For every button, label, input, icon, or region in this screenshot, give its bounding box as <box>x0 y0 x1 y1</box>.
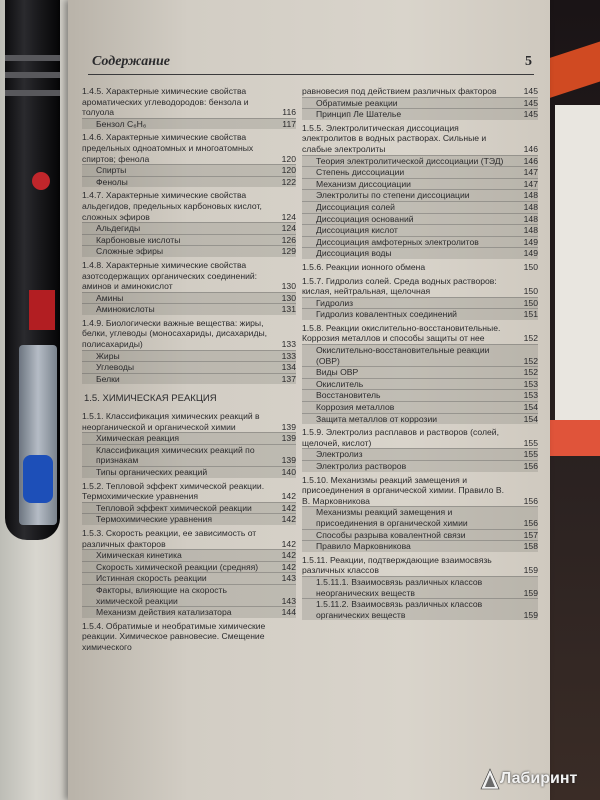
toc-subentry-title: Правило Марковникова <box>316 541 411 552</box>
toc-entry <box>82 260 296 315</box>
page-title: Содержание <box>92 54 170 69</box>
toc-sub-row <box>302 224 538 236</box>
toc-entry-title: 1.4.7. Характерные химические свойства альдегидов, предельных карбоновых кислот, сложных эфиров <box>82 190 262 222</box>
toc-page-number: 139 <box>281 433 296 444</box>
toc-subentry-title: Диссоциация солей <box>316 201 395 212</box>
toc-sub-row <box>302 344 538 366</box>
toc-page-number: 153 <box>523 390 538 401</box>
toc-page-number: 146 <box>523 143 538 154</box>
toc-entry-title: 1.5.8. Реакции окислительно-восстановительные. Коррозия металлов и способы защиты от нее <box>302 322 501 344</box>
toc-main-row <box>82 260 296 292</box>
toc-entry-title: 1.5.9. Электролиз расплавов и растворов (солей, щелочей, кислот) <box>302 427 499 448</box>
toc-subentry-title: Типы органических реакций <box>96 467 208 477</box>
toc-entry-title: 1.5.4. Обратимые и необратимые химические реакции. Химическое равновесие. Смещение химического <box>82 620 266 652</box>
pen-ring <box>5 55 60 61</box>
toc-subentry-title: Принцип Ле Шателье <box>316 109 402 120</box>
toc-sub-row <box>82 502 296 514</box>
toc-sub-row <box>302 189 538 201</box>
toc-subentry-title: Окислитель <box>316 378 364 389</box>
toc-sub-row <box>82 234 296 246</box>
toc-subentry-title: Защита металлов от коррозии <box>316 413 438 424</box>
toc-main-row <box>302 427 538 448</box>
toc-subentry-title: Бензол C₆H₆ <box>96 118 147 129</box>
toc-sub-row <box>302 366 538 378</box>
toc-subentry-title: 1.5.11.1. Взаимосвязь различных классов неорганических веществ <box>316 576 483 598</box>
toc-sub-row <box>302 506 538 528</box>
toc-page-number: 124 <box>281 211 296 222</box>
toc-entry-list <box>82 411 296 652</box>
toc-sub-row <box>82 164 296 176</box>
toc-sub-row <box>302 178 538 190</box>
toc-entry <box>82 132 296 187</box>
pen <box>5 0 60 540</box>
toc-sub-row <box>302 236 538 248</box>
toc-subentry-title: Жиры <box>96 350 120 361</box>
toc-page-number: 137 <box>281 373 296 384</box>
toc-subentry-title: Углеводы <box>96 362 135 373</box>
toc-subentry-title: Способы разрыва ковалентной связи <box>316 529 466 540</box>
toc-entry <box>302 555 538 621</box>
toc-entry <box>82 528 296 618</box>
toc-sub-row <box>302 576 538 598</box>
toc-main-row <box>302 276 538 297</box>
toc-sub-row <box>82 118 296 130</box>
toc-entry-title: 1.5.11. Реакции, подтверждающие взаимосвязь различных классов <box>302 554 492 576</box>
toc-subentry-title: Механизм диссоциации <box>316 178 411 189</box>
toc-sub-row <box>82 466 296 478</box>
toc-entry <box>302 262 538 273</box>
toc-page-number: 139 <box>281 455 296 466</box>
toc-entry <box>302 475 538 552</box>
pen-ring <box>5 72 60 78</box>
toc-subentry-title: Химическая кинетика <box>96 550 182 561</box>
toc-entry-title: 1.5.2. Тепловой эффект химической реакции. Термохимические уравнения <box>82 480 265 502</box>
toc-entry <box>82 481 296 525</box>
toc-entry-title: 1.5.5. Электролитическая диссоциация электролитов в водных растворах. Сильные и слабые электролиты <box>302 122 487 154</box>
toc-subentry-title: Гидролиз <box>316 297 354 308</box>
watermark-text: Лабиринт <box>500 770 578 787</box>
toc-entry-title: 1.5.7. Гидролиз солей. Среда водных растворов: кислая, нейтральная, щелочная <box>302 275 497 297</box>
section-title: 1.5. ХИМИЧЕСКАЯ РЕАКЦИЯ <box>84 393 217 405</box>
toc-sub-row <box>302 378 538 390</box>
toc-page-number: 152 <box>523 333 538 344</box>
toc-entry <box>82 190 296 257</box>
toc-right-column <box>302 86 538 623</box>
toc-page-number: 159 <box>523 609 538 620</box>
toc-sub-row <box>302 297 538 309</box>
toc-page-number: 150 <box>523 261 538 272</box>
toc-main-row <box>302 323 538 344</box>
toc-page-number: 148 <box>523 201 538 212</box>
toc-subentry-title: Механизм действия катализатора <box>96 607 232 618</box>
page-number: 5 <box>525 54 532 69</box>
toc-entry-title: 1.5.3. Скорость реакции, ее зависимость от различных факторов <box>82 527 257 549</box>
toc-subentry-title: Альдегиды <box>96 223 141 234</box>
toc-page-number: 148 <box>523 190 538 201</box>
toc-subentry-title: Тепловой эффект химической реакции <box>96 502 252 513</box>
toc-page-number: 148 <box>523 225 538 236</box>
toc-page-number: 158 <box>523 541 538 552</box>
toc-sub-row <box>302 308 538 320</box>
toc-subentry-title: Аминокислоты <box>96 304 155 315</box>
toc-entry-list <box>302 86 538 620</box>
toc-sub-row <box>82 549 296 561</box>
toc-main-row <box>82 190 296 222</box>
toc-entry <box>82 411 296 478</box>
toc-page-number: 116 <box>282 107 296 118</box>
toc-sub-row <box>302 598 538 620</box>
toc-page-number: 129 <box>281 246 296 257</box>
toc-sub-row <box>82 176 296 188</box>
toc-entry-title: 1.5.1. Классификация химических реакций в неорганической и органической химии <box>82 411 260 432</box>
watermark <box>470 760 600 800</box>
toc-page-number: 142 <box>281 514 296 525</box>
toc-sub-row <box>302 166 538 178</box>
toc-subentry-title: Окислительно-восстановительные реакции (ОВР) <box>316 345 490 366</box>
toc-sub-row <box>302 448 538 460</box>
toc-entry <box>302 123 538 259</box>
toc-subentry-title: Химическая реакция <box>96 433 180 444</box>
toc-page-number: 133 <box>281 339 296 350</box>
toc-page-number: 131 <box>281 304 296 315</box>
toc-sub-row <box>82 373 296 385</box>
toc-main-row <box>302 86 538 97</box>
toc-subentry-title: Электролиз <box>316 449 363 460</box>
toc-subentry-title: Степень диссоциации <box>316 167 405 178</box>
toc-subentry-title: Амины <box>96 292 124 303</box>
toc-entry-title: 1.5.6. Реакции ионного обмена <box>302 261 426 272</box>
toc-main-row <box>82 411 296 432</box>
toc-subentry-title: Спирты <box>96 165 127 176</box>
toc-subentry-title: Виды ОВР <box>316 367 359 378</box>
toc-main-row <box>82 621 296 653</box>
toc-subentry-title: 1.5.11.2. Взаимосвязь различных классов органических веществ <box>316 599 483 620</box>
toc-page-number: 156 <box>523 517 538 528</box>
toc-subentry-title: Термохимические уравнения <box>96 514 213 525</box>
toc-sub-row <box>82 432 296 444</box>
toc-page-number: 142 <box>281 561 296 572</box>
toc-main-row <box>82 481 296 502</box>
toc-left-column <box>82 86 296 656</box>
toc-entry-title: 1.4.9. Биологически важные вещества: жиры, белки, углеводы (моносахариды, дисахариды, полисахариды) <box>82 317 268 350</box>
toc-sub-row <box>302 460 538 472</box>
toc-page-number: 159 <box>523 565 538 576</box>
toc-page-number: 142 <box>281 538 296 549</box>
toc-sub-row <box>82 561 296 573</box>
toc-subentry-title: Классификация химических реакций по признакам <box>96 444 255 466</box>
toc-page-number: 144 <box>281 607 296 618</box>
red-paper-strip <box>548 420 600 456</box>
toc-page-number: 120 <box>281 153 296 164</box>
pen-blue-badge <box>23 455 53 503</box>
toc-subentry-title: Сложные эфиры <box>96 246 164 257</box>
toc-page-number: 156 <box>523 495 538 506</box>
toc-sub-row <box>302 389 538 401</box>
toc-page-number: 147 <box>523 167 538 178</box>
toc-page-number: 152 <box>523 355 538 366</box>
toc-sub-row <box>82 444 296 466</box>
toc-entry-list <box>82 86 296 384</box>
toc-page-number: 142 <box>281 491 296 502</box>
toc-entry-title: 1.5.10. Механизмы реакций замещения и присоединения в органической химии. Правило В. В. Марковникова <box>302 474 504 506</box>
toc-page-number: 133 <box>281 350 296 361</box>
toc-subentry-title: Белки <box>96 373 120 384</box>
pen-red-dot <box>32 172 50 190</box>
toc-subentry-title: Теория электролитической диссоциации (ТЭД) <box>316 155 504 166</box>
toc-entry <box>82 621 296 653</box>
toc-sub-row <box>82 584 296 606</box>
toc-page-number: 150 <box>523 297 538 308</box>
toc-page-number: 122 <box>281 176 296 187</box>
toc-page-number: 142 <box>281 550 296 561</box>
toc-sub-row <box>82 222 296 234</box>
toc-page-number: 150 <box>523 286 538 297</box>
toc-page-number: 154 <box>523 413 538 424</box>
toc-sub-row <box>302 97 538 109</box>
toc-entry-title: 1.4.8. Характерные химические свойства азотсодержащих органических соединений: аминов и аминокислот <box>82 259 258 292</box>
toc-page-number: 152 <box>523 367 538 378</box>
toc-subentry-title: Диссоциация оснований <box>316 213 414 224</box>
toc-sub-row <box>82 572 296 584</box>
toc-entry <box>302 276 538 320</box>
toc-page-number: 154 <box>523 402 538 413</box>
toc-entry-title: 1.4.6. Характерные химические свойства предельных одноатомных и многоатомных спиртов; фенола <box>82 132 254 164</box>
toc-page-number: 156 <box>523 461 538 471</box>
toc-sub-row <box>302 108 538 120</box>
toc-main-row <box>82 318 296 350</box>
toc-sub-row <box>302 413 538 425</box>
toc-entry <box>302 427 538 471</box>
toc-main-row <box>82 132 296 164</box>
toc-sub-row <box>82 245 296 257</box>
toc-page-number: 142 <box>281 502 296 513</box>
toc-sub-row <box>302 201 538 213</box>
toc-page-number: 117 <box>282 118 296 129</box>
toc-main-row <box>302 262 538 273</box>
toc-sub-row <box>302 247 538 259</box>
toc-page-number: 124 <box>281 223 296 234</box>
toc-subentry-title: Коррозия металлов <box>316 402 395 413</box>
toc-entry <box>82 86 296 129</box>
toc-page-number: 140 <box>281 467 296 477</box>
toc-subentry-title: Диссоциация кислот <box>316 225 398 236</box>
toc-subentry-title: Механизмы реакций замещения и присоединения в органической химии <box>316 507 468 528</box>
toc-entry <box>302 323 538 424</box>
toc-entry <box>82 318 296 385</box>
toc-main-row <box>82 86 296 118</box>
toc-main-row <box>82 528 296 549</box>
toc-page-number: 143 <box>281 595 296 606</box>
book-page <box>68 0 550 800</box>
toc-subentry-title: Электролиз растворов <box>316 461 407 471</box>
toc-subentry-title: Скорость химической реакции (средняя) <box>96 561 259 572</box>
toc-page-number: 147 <box>523 178 538 189</box>
toc-subentry-title: Истинная скорость реакции <box>96 573 207 584</box>
toc-sub-row <box>302 401 538 413</box>
toc-subentry-title: Карбоновые кислоты <box>96 234 181 245</box>
toc-page-number: 151 <box>523 309 538 320</box>
toc-page-number: 149 <box>523 236 538 247</box>
toc-subentry-title: Обратимые реакции <box>316 97 398 108</box>
toc-page-number: 145 <box>523 86 538 96</box>
toc-main-row <box>302 555 538 576</box>
toc-page-number: 157 <box>523 529 538 540</box>
toc-page-number: 145 <box>523 109 538 120</box>
toc-sub-row <box>82 361 296 373</box>
toc-subentry-title: Диссоциация амфотерных электролитов <box>316 236 479 247</box>
page-header <box>88 54 534 75</box>
labirint-logo-icon <box>480 768 500 790</box>
toc-page-number: 155 <box>523 437 538 448</box>
toc-sub-row <box>302 540 538 552</box>
toc-page-number: 130 <box>281 281 296 292</box>
toc-sub-row <box>82 513 296 525</box>
toc-sub-row <box>82 303 296 315</box>
toc-entry <box>302 86 538 120</box>
toc-entry-title: 1.4.5. Характерные химические свойства ароматических углеводородов: бензола и толуола <box>82 86 249 118</box>
toc-page-number: 159 <box>523 587 538 598</box>
toc-subentry-title: Фенолы <box>96 176 128 187</box>
toc-page-number: 148 <box>523 213 538 224</box>
toc-page-number: 130 <box>281 292 296 303</box>
toc-main-row <box>302 123 538 155</box>
white-paper-edge <box>555 105 600 435</box>
toc-sub-row <box>302 213 538 225</box>
toc-page-number: 149 <box>523 248 538 259</box>
toc-sub-row <box>302 155 538 167</box>
toc-page-number: 120 <box>281 165 296 176</box>
toc-subentry-title: Факторы, влияющие на скорость химической реакции <box>96 584 227 606</box>
toc-page-number: 153 <box>523 378 538 389</box>
toc-main-row <box>302 475 538 507</box>
toc-subentry-title: Гидролиз ковалентных соединений <box>316 309 457 320</box>
toc-page-number: 126 <box>281 234 296 245</box>
toc-page-number: 143 <box>281 573 296 584</box>
toc-sub-row <box>302 529 538 541</box>
toc-subentry-title: Диссоциация воды <box>316 248 392 259</box>
toc-page-number: 139 <box>281 421 296 432</box>
toc-page-number: 146 <box>523 155 538 166</box>
toc-subentry-title: Восстановитель <box>316 390 381 401</box>
toc-entry-title: равновесия под действием различных факторов <box>302 86 497 96</box>
pen-ring <box>5 90 60 96</box>
toc-sub-row <box>82 292 296 304</box>
toc-subentry-title: Электролиты по степени диссоциации <box>316 190 470 201</box>
pen-red-marking <box>29 290 55 330</box>
toc-page-number: 155 <box>523 449 538 460</box>
toc-page-number: 145 <box>523 97 538 108</box>
toc-sub-row <box>82 606 296 618</box>
toc-sub-row <box>82 350 296 362</box>
toc-page-number: 134 <box>281 362 296 373</box>
